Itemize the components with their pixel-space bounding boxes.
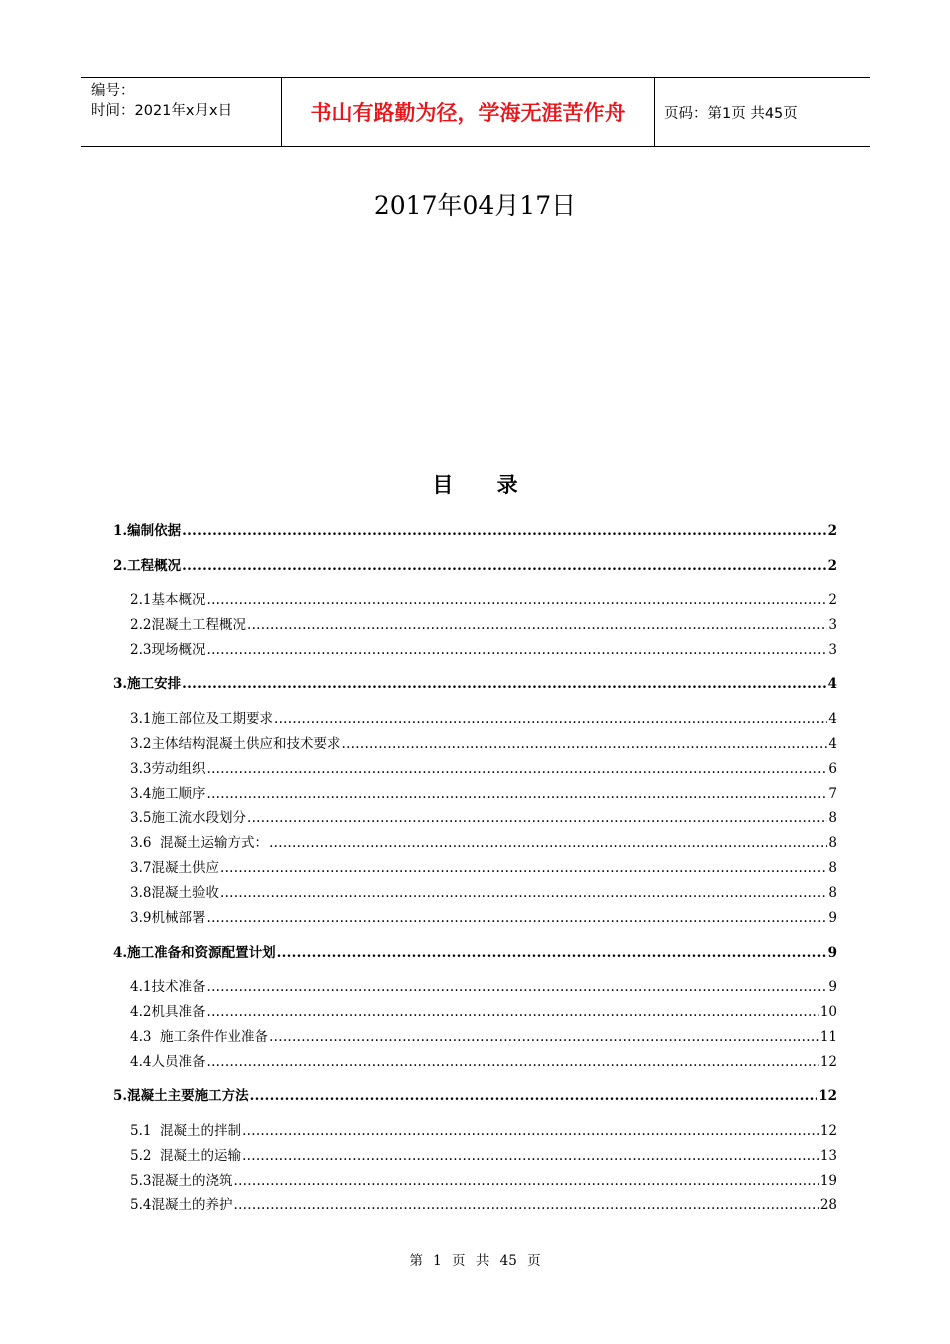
toc-entry-label: 3.4施工顺序 <box>130 785 206 802</box>
toc-leader-dots <box>242 1121 819 1141</box>
toc-entry-page: 12 <box>818 1088 837 1105</box>
toc-entry-label: 3.3劳动组织 <box>130 760 206 777</box>
toc-entry[interactable] <box>130 883 837 903</box>
toc-leader-dots <box>206 977 827 997</box>
toc-entry-page: 8 <box>828 885 837 902</box>
toc-entry-label: 5.混凝土主要施工方法 <box>113 1088 249 1105</box>
toc-entry-page: 9 <box>828 979 837 995</box>
header-slogan: 书山有路勤为径，学海无涯苦作舟 <box>281 78 655 146</box>
toc-entry[interactable] <box>113 674 837 694</box>
toc-entry-page: 8 <box>828 810 837 827</box>
toc-entry[interactable] <box>130 1121 837 1141</box>
toc-entry[interactable] <box>130 977 837 997</box>
toc-entry-page: 12 <box>819 1122 837 1139</box>
toc-entry-label: 3.6 混凝土运输方式： <box>130 835 269 852</box>
toc-entry-page: 3 <box>828 616 837 633</box>
toc-entry-label: 5.4混凝土的养护 <box>130 1197 233 1214</box>
toc-entry-page: 6 <box>828 760 837 777</box>
toc-leader-dots <box>182 674 827 694</box>
toc-entry-label: 2.工程概况 <box>113 557 182 574</box>
toc-leader-dots <box>274 709 827 729</box>
toc-entry[interactable] <box>130 734 837 754</box>
toc-entry-page: 19 <box>819 1172 837 1189</box>
toc-leader-dots <box>206 908 827 928</box>
toc-leader-dots <box>247 808 827 828</box>
toc-leader-dots <box>182 556 827 576</box>
toc-entry-page: 11 <box>819 1028 837 1045</box>
toc-entry-page: 8 <box>828 835 837 852</box>
toc-entry-label: 4.3 施工条件作业准备 <box>130 1028 269 1045</box>
toc-title: 目 录 <box>432 472 536 497</box>
toc-entry-page: 12 <box>819 1053 837 1070</box>
toc-leader-dots <box>206 1052 818 1072</box>
toc-leader-dots <box>269 1027 819 1047</box>
toc-entry-label: 3.5施工流水段划分 <box>130 810 246 827</box>
toc-entry[interactable] <box>130 759 837 779</box>
toc-entry-label: 4.2机具准备 <box>130 1003 206 1020</box>
toc-entry-page: 2 <box>828 592 837 608</box>
toc-entry[interactable] <box>130 1052 837 1072</box>
toc-entry-label: 5.3混凝土的浇筑 <box>130 1172 233 1189</box>
toc-entry-label: 1.编制依据 <box>113 523 182 539</box>
toc-entry[interactable] <box>130 808 837 828</box>
toc-entry-page: 28 <box>819 1197 837 1214</box>
toc-leader-dots <box>206 759 827 779</box>
toc-entry-label: 3.7混凝土供应 <box>130 860 219 877</box>
toc-leader-dots <box>233 1171 818 1191</box>
toc-entry-label: 4.1技术准备 <box>130 979 206 995</box>
number-label: 编号： <box>91 83 135 99</box>
toc-entry[interactable] <box>113 1086 837 1106</box>
page-footer: 第 1 页 共 45 页 <box>409 1253 541 1269</box>
toc-leader-dots <box>247 615 827 635</box>
toc-entry-label: 3.施工安排 <box>113 676 182 693</box>
toc-entry-label: 3.8混凝土验收 <box>130 885 219 902</box>
toc-entry-label: 5.2 混凝土的运输 <box>130 1147 242 1164</box>
toc-entry[interactable] <box>130 1195 837 1215</box>
toc-leader-dots <box>250 1086 818 1106</box>
toc-entry-label: 4.施工准备和资源配置计划 <box>113 944 276 961</box>
toc-entry-page: 2 <box>827 523 837 539</box>
toc-entry-label: 3.1施工部位及工期要求 <box>130 710 273 727</box>
toc-leader-dots <box>220 858 827 878</box>
toc-entry[interactable] <box>130 1146 837 1166</box>
toc-leader-dots <box>269 833 827 853</box>
toc-entry-label: 3.2主体结构混凝土供应和技术要求 <box>130 735 341 752</box>
toc-entry-page: 4 <box>828 710 837 727</box>
toc-entry-label: 2.1基本概况 <box>130 592 206 608</box>
toc-entry-page: 9 <box>828 910 837 926</box>
toc-leader-dots <box>233 1195 818 1215</box>
toc-entry-label: 4.4人员准备 <box>130 1053 206 1070</box>
document-header <box>81 77 870 147</box>
toc-leader-dots <box>242 1146 819 1166</box>
toc-entry[interactable] <box>130 615 837 635</box>
time-label: 时间：2021年x月x日 <box>91 103 233 119</box>
toc-entry[interactable] <box>113 943 837 963</box>
toc-entry[interactable] <box>130 640 837 660</box>
toc-leader-dots <box>182 521 827 541</box>
toc-leader-dots <box>206 1002 818 1022</box>
toc-entry[interactable] <box>130 590 837 610</box>
toc-entry[interactable] <box>113 521 837 541</box>
toc-entry-page: 10 <box>819 1003 837 1020</box>
toc-entry[interactable] <box>130 1002 837 1022</box>
toc-entry[interactable] <box>130 709 837 729</box>
toc-entry[interactable] <box>130 908 837 928</box>
toc-entry[interactable] <box>130 858 837 878</box>
toc-entry[interactable] <box>130 784 837 804</box>
toc-entry-label: 2.2混凝土工程概况 <box>130 616 246 633</box>
toc-entry-label: 2.3现场概况 <box>130 641 206 658</box>
toc-leader-dots <box>206 590 827 610</box>
toc-entry[interactable] <box>130 833 837 853</box>
toc-entry[interactable] <box>130 1171 837 1191</box>
toc-leader-dots <box>277 943 827 963</box>
toc-entry-page: 7 <box>828 785 837 802</box>
toc-entry-label: 5.1 混凝土的拌制 <box>130 1122 242 1139</box>
toc-entry[interactable] <box>113 556 837 576</box>
document-date: 2017年04月17日 <box>373 191 577 220</box>
toc-leader-dots <box>220 883 827 903</box>
toc-entry-page: 3 <box>828 641 837 658</box>
toc-leader-dots <box>206 784 827 804</box>
toc-entry-label: 3.9机械部署 <box>130 910 206 926</box>
toc-entry-page: 4 <box>828 735 837 752</box>
toc-leader-dots <box>341 734 827 754</box>
toc-leader-dots <box>206 640 827 660</box>
header-page-info: 页码：第1页 共45页 <box>664 105 798 122</box>
toc-entry-page: 13 <box>819 1147 837 1164</box>
toc-entry-page: 9 <box>827 944 837 961</box>
header-left-cell <box>81 78 281 146</box>
toc-entry-page: 8 <box>828 860 837 877</box>
toc-entry-page: 2 <box>827 557 837 574</box>
toc-entry-page: 4 <box>827 676 837 693</box>
toc-entry[interactable] <box>130 1027 837 1047</box>
